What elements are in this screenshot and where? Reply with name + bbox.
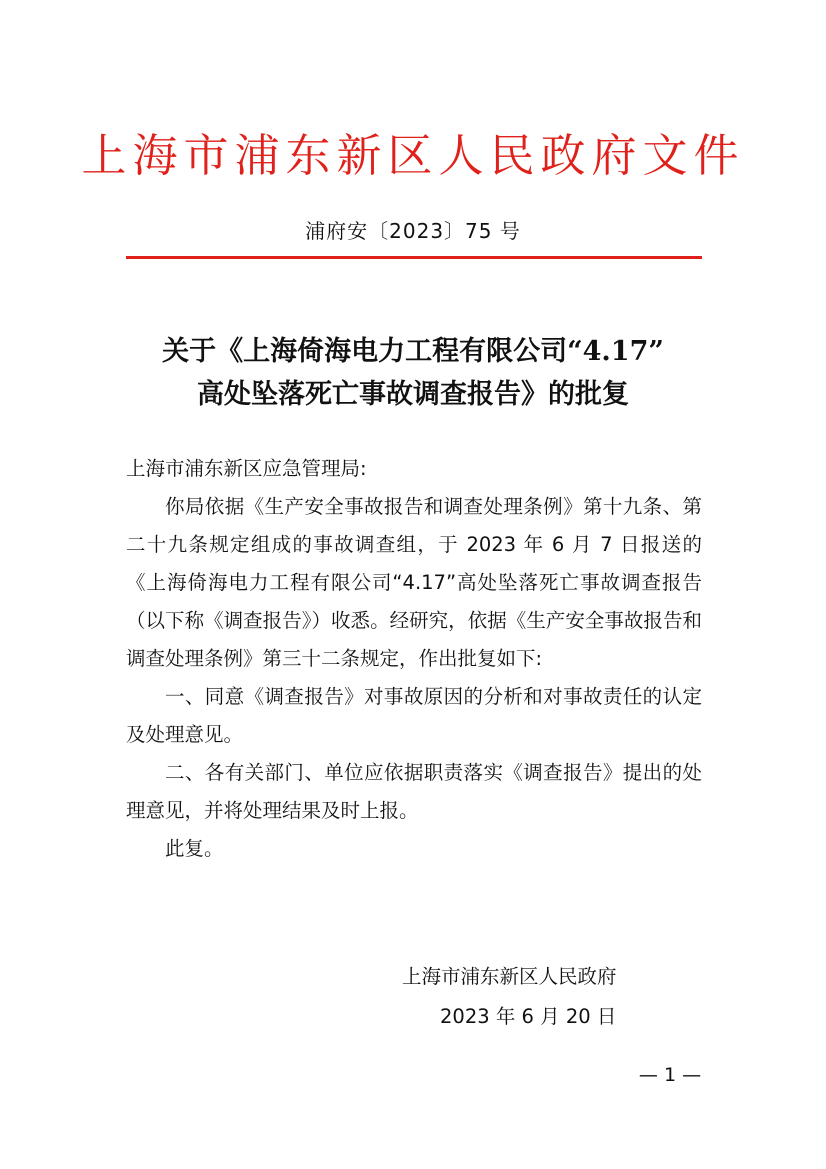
document-title-line-1: 关于《上海倚海电力工程有限公司“4.17”: [162, 336, 664, 367]
body-paragraph: 一、同意《调查报告》对事故原因的分析和对事故责任的认定及处理意见。: [126, 685, 702, 746]
signature-date: 2023 年 6 月 20 日: [440, 1005, 617, 1028]
header-red-rule: [126, 256, 702, 259]
document-body: [126, 450, 702, 868]
document-number: 浦府安〔2023〕75 号: [305, 219, 521, 243]
document-title-line-2: 高处坠落死亡事故调查报告》的批复: [197, 379, 629, 410]
document-title: [100, 330, 726, 416]
signature-organization: 上海市浦东新区人民政府: [402, 965, 617, 988]
body-paragraph: 二、各有关部门、单位应依据职责落实《调查报告》提出的处理意见，并将处理结果及时上报。: [126, 761, 702, 822]
salutation: 上海市浦东新区应急管理局:: [126, 457, 367, 480]
page-number: — 1 —: [638, 1064, 702, 1086]
document-header-title: 上海市浦东新区人民政府文件: [81, 129, 745, 182]
body-paragraph: 你局依据《生产安全事故报告和调查处理条例》第十九条、第二十九条规定组成的事故调查组，于 2023 年 6 月 7 日报送的《上海倚海电力工程有限公司“4.17”高处坠落死亡事故调查报告（以下称《调查报告》）收悉。经研究，依据《生产安全事故报告和调查处理条例》第三十二条规定，作出批复如下:: [126, 495, 702, 670]
body-paragraph: 此复。: [165, 837, 224, 860]
